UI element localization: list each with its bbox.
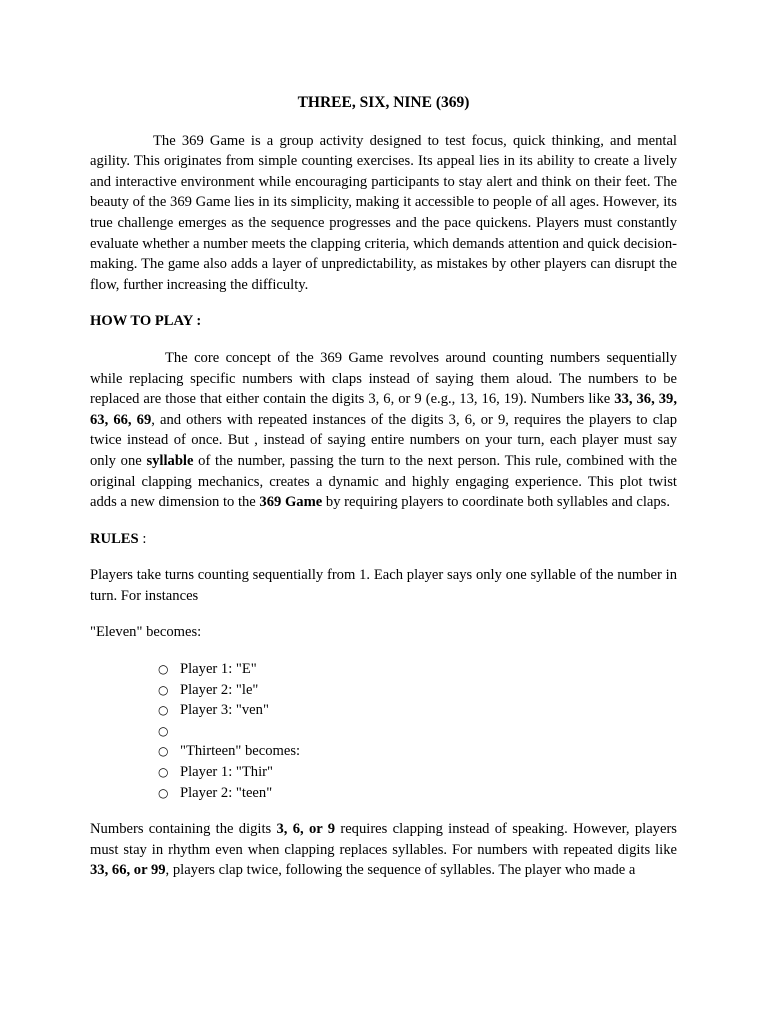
- text-run: , players clap twice, following the sequence of syllables. The player who made a: [165, 862, 636, 879]
- bold-run: 3, 6, or 9: [276, 821, 336, 838]
- list-item-text: Player 1: "Thir": [180, 764, 273, 781]
- rules-paragraph: Players take turns counting sequentially from 1. Each player says only one syllable of the number in turn. For instances: [90, 567, 677, 604]
- circle-bullet-icon: ○: [158, 703, 169, 718]
- list-item: [158, 680, 677, 701]
- text-run: of the number, passing the turn to the next person. This rule, combined with the original clapping mechanics, creates a dynamic and highly engaging experience. This plot twist adds a new dimension to the: [90, 452, 677, 511]
- circle-bullet-icon: ○: [158, 723, 169, 738]
- circle-bullet-icon: ○: [158, 744, 169, 759]
- list-item: [158, 659, 677, 680]
- list-item-text: Player 1: "E": [180, 661, 257, 678]
- text-run: by requiring players to coordinate both syllables and claps.: [322, 494, 670, 511]
- bold-run: 33, 36, 39, 63, 66, 69: [90, 391, 677, 428]
- intro-paragraph: The 369 Game is a group activity designed to test focus, quick thinking, and mental agility. This originates from simple counting exercises. Its appeal lies in its ability to create a lively and interactive environment while encouraging participants to stay alert and think on their feet. The beauty of the 369 Game lies in its simplicity, making it accessible to people of all ages. However, its true challenge emerges as the sequence progresses and the pace quickens. Players must constantly evaluate whether a number meets the clapping criteria, which demands attention and quick decision-making. The game also adds a layer of unpredictability, as mistakes by other players can disrupt the flow, further increasing the difficulty.: [90, 132, 677, 293]
- how-to-play-heading: HOW TO PLAY :: [90, 313, 202, 330]
- list-item: [158, 783, 677, 804]
- rules-heading: [90, 529, 677, 550]
- text-run: requires clapping instead of speaking. However, players must stay in rhythm even when clapping replaces syllables. For numbers with repeated digits like: [90, 821, 677, 858]
- circle-bullet-icon: ○: [158, 785, 169, 800]
- bold-run: syllable: [146, 452, 194, 469]
- bold-run: 369 Game: [259, 494, 323, 511]
- syllable-list: [90, 659, 677, 803]
- list-item: [158, 721, 677, 742]
- circle-bullet-icon: ○: [158, 662, 169, 677]
- document-page: [90, 93, 677, 897]
- clapping-paragraph: [90, 819, 677, 881]
- list-item-text: Player 2: "teen": [180, 784, 273, 801]
- circle-bullet-icon: ○: [158, 682, 169, 697]
- text-run: Numbers containing the digits: [90, 821, 277, 838]
- rules-heading-colon: :: [138, 530, 147, 547]
- how-to-play-paragraph: [90, 348, 677, 513]
- list-item-text: Player 2: "le": [180, 681, 259, 698]
- rules-heading-label: RULES: [90, 530, 139, 547]
- circle-bullet-icon: ○: [158, 765, 169, 780]
- text-run: The core concept of the 369 Game revolves around counting numbers sequentially while replacing specific numbers with claps instead of saying them aloud. The numbers to be replaced are those that either contain the digits 3, 6, or 9 (e.g., 13, 16, 19). Numbers like: [90, 349, 677, 408]
- bold-run: 33, 66, or 99: [90, 862, 166, 879]
- text-run: , and others with repeated instances of the digits 3, 6, or 9, requires the players to clap twice instead of once. But , instead of saying entire numbers on your turn, each player must say only one: [90, 411, 677, 469]
- list-item-text: Player 3: "ven": [180, 702, 269, 719]
- list-item: [158, 700, 677, 721]
- eleven-intro: "Eleven" becomes:: [90, 624, 202, 641]
- list-item: [158, 762, 677, 783]
- list-item: [158, 741, 677, 762]
- list-item-text: "Thirteen" becomes:: [180, 743, 301, 760]
- document-title: THREE, SIX, NINE (369): [297, 94, 470, 111]
